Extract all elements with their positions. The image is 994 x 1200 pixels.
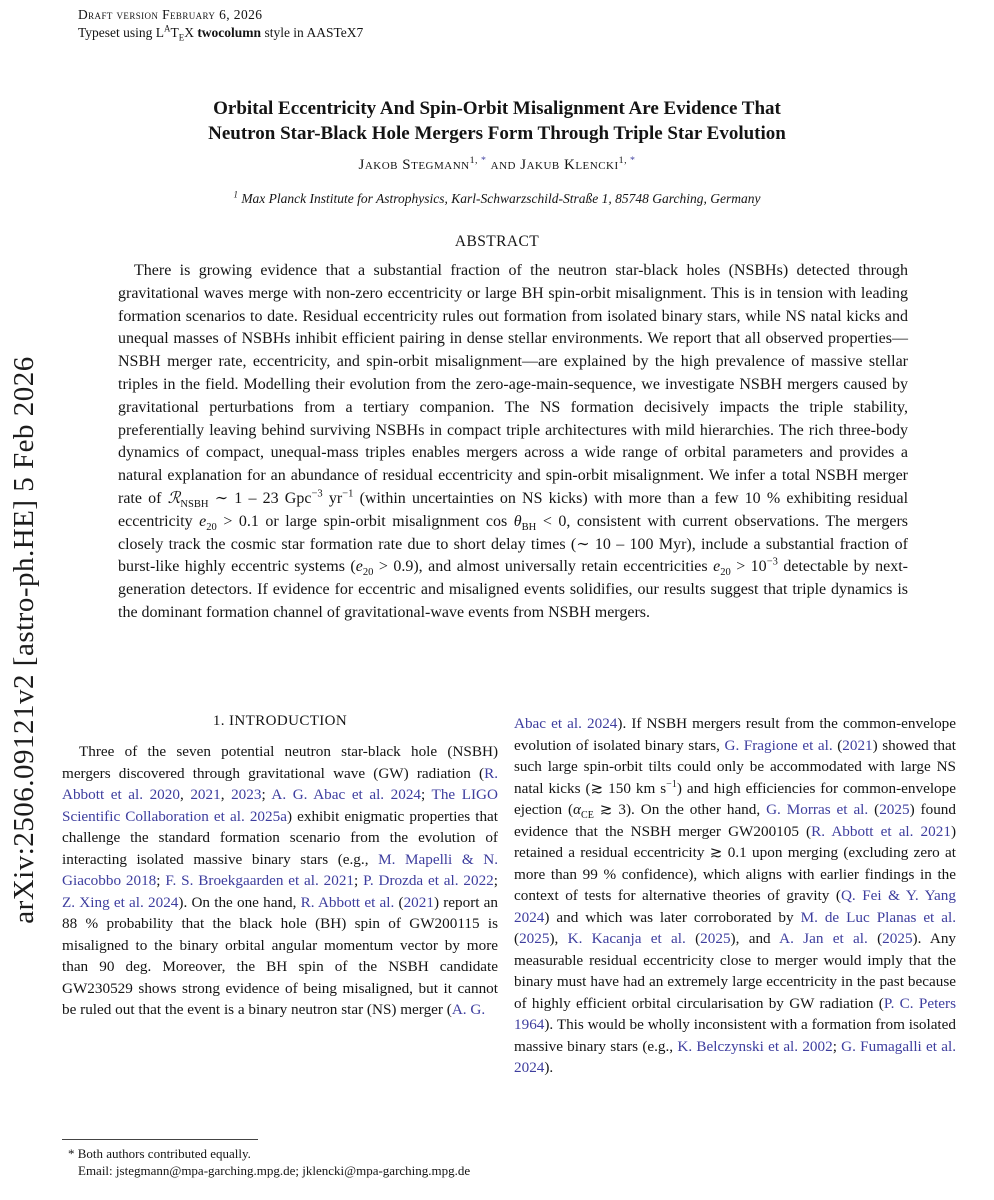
typeset-line: Typeset using $L^AT_EX$ twocolumn style in AASTeX7 bbox=[78, 23, 364, 43]
title-line-1: Orbital Eccentricity And Spin-Orbit Misalignment Are Evidence That bbox=[213, 98, 781, 119]
footnote-email: Email: jstegmann@mpa-garching.mpg.de; jklencki@mpa-garching.mpg.de bbox=[78, 1162, 471, 1178]
citation-link[interactable]: G. Fragione et al. bbox=[724, 736, 833, 754]
citation-link[interactable]: R. Abbott et al. 2020 bbox=[62, 764, 498, 803]
citation-link[interactable]: Abac et al. 2024 bbox=[514, 715, 618, 732]
citation-link[interactable]: 2025 bbox=[882, 930, 913, 947]
citation-link[interactable]: * bbox=[478, 155, 487, 166]
intro-right-column bbox=[514, 713, 956, 1079]
citation-link[interactable]: 2025 bbox=[519, 930, 550, 947]
citation-link[interactable]: F. S. Broekgaarden et al. 2021 bbox=[165, 872, 355, 889]
intro-paragraph-left: Three of the seven potential neutron star-black hole (NSBH) mergers discovered through gravitational wave (GW) radiation (R. Abbott et al. 2020, 2021, 2023; A. G. Abac et al. 2024; The LIGO Scientific Collaboration et al. 2025a) exhibit enigmatic properties that challenge the standard formation scenario from the evolution of interacting isolated massive binary stars (e.g., M. Mapelli & N. Giacobbo 2018; F. S. Broekgaarden et al. 2021; P. Drozda et al. 2022; Z. Xing et al. 2024). On the one hand, R. Abbott et al. (2021) report an 88 % probability that the black hole (BH) spin of GW200115 is misaligned to the binary orbital angular momentum vector by more than 90 deg. Moreover, the BH spin of the NSBH candidate GW230529 shows strong evidence of being misaligned, but it cannot be ruled out that the event is a binary neutron star (NS) merger (A. G. bbox=[62, 743, 499, 1018]
section-heading-introduction: 1. INTRODUCTION bbox=[212, 713, 348, 729]
citation-link[interactable]: K. Belczynski et al. 2002 bbox=[677, 1037, 833, 1055]
citation-link[interactable]: 2021 bbox=[190, 786, 221, 803]
abstract-heading: ABSTRACT bbox=[454, 233, 540, 250]
citation-link[interactable]: 2021 bbox=[403, 893, 434, 911]
citation-link[interactable]: G. Morras et al. bbox=[766, 801, 869, 818]
authors-line: Jakob Stegmann$^{1,}$ * and Jakub Klencki$^{1,}$ * bbox=[358, 155, 636, 173]
draft-header bbox=[78, 6, 363, 41]
citation-link[interactable]: M. Mapelli & N. Giacobbo 2018 bbox=[62, 850, 498, 889]
citation-link[interactable]: A. Jan et al. bbox=[779, 930, 868, 947]
affiliation-line: $^1$ Max Planck Institute for Astrophysics, Karl-Schwarzschild-Straße 1, 85748 Garching, Germany bbox=[233, 189, 761, 206]
citation-link[interactable]: 2023 bbox=[231, 786, 262, 803]
citation-link[interactable]: P. Drozda et al. 2022 bbox=[363, 872, 494, 889]
citation-link[interactable]: R. Abbott et al. bbox=[300, 893, 395, 911]
citation-link[interactable]: P. C. Peters 1964 bbox=[514, 994, 956, 1033]
citation-link[interactable]: The LIGO Scientific Collaboration et al. 2025a bbox=[62, 786, 498, 825]
citation-link[interactable]: G. Fumagalli et al. 2024 bbox=[514, 1037, 956, 1076]
draft-version-line: Draft version February 6, 2026 bbox=[78, 7, 263, 22]
citation-link[interactable]: 2025 bbox=[879, 801, 910, 818]
intro-left-column bbox=[62, 713, 498, 1021]
footnote-rule bbox=[62, 1139, 258, 1140]
paper-title bbox=[90, 96, 904, 146]
citation-link[interactable]: A. G. bbox=[451, 1001, 486, 1018]
citation-link[interactable]: A. G. Abac et al. 2024 bbox=[271, 786, 422, 803]
intro-paragraph-right: Abac et al. 2024). If NSBH mergers result from the common-envelope evolution of isolated binary stars, G. Fragione et al. (2021) showed that such large spin-orbit tilts could only be accommodated with large NS natal kicks (≳ 150 km $s^{-1}$) and high efficiencies for common-envelope ejection ($\alpha_{CE}$ ≳ 3). On the other hand, G. Morras et al. (2025) found evidence that the NSBH merger GW200105 (R. Abbott et al. 2021) retained a residual eccentricity ≳ 0.1 upon merging (excluding zero at more than 99 % confidence), which aligns with earlier findings in the context of tests for alternative theories of gravity (Q. Fei & Y. Yang 2024) and which was later corroborated by M. de Luc Planas et al. (2025), K. Kacanja et al. (2025), and A. Jan et al. (2025). Any measurable residual eccentricity close to merger would imply that the binary must have had an extremely large eccentricity in the past because of highly efficient orbital circularisation by GW radiation (P. C. Peters 1964). This would be wholly inconsistent with a formation from isolated massive binary stars (e.g., K. Belczynski et al. 2002; G. Fumagalli et al. 2024). bbox=[514, 715, 957, 1076]
footnote-block bbox=[62, 1139, 498, 1179]
citation-link[interactable]: M. de Luc Planas et al. bbox=[800, 908, 956, 926]
abstract-body: There is growing evidence that a substantial fraction of the neutron star-black holes (NSBHs) detected through gravitational waves merge with non-zero eccentricity or large BH spin-orbit misalignment. This is in tension with leading formation scenarios to date. Residual eccentricity rules out formation from isolated binary stars, while NS natal kicks and unequal masses of NSBHs inhibit efficient pairing in dense stellar environments. We report that all observed properties—NSBH merger rate, eccentricity, and spin-orbit misalignment—are explained by the high prevalence of massive stellar triples in the field. Modelling their evolution from the zero-age-main-sequence, we investigate NSBH mergers caused by gravitational perturbations from a tertiary companion. The NS formation decisively impacts the triple stability, preferentially leaving behind surviving NSBHs in compact triple architectures with mild hierarchies. The rich three-body dynamics of compact, unequal-mass triples enables mergers across a wide range of orbital parameters and provides a natural explanation for an abundance of residual eccentricity and spin-orbit misalignment. We infer a total NSBH merger rate of ℛ$_{NSBH}$ ∼ 1 – 23 Gpc$^{-3}$ $yr^{-1}$ (within uncertainties on NS kicks) with more than a few 10 % exhibiting residual eccentricity $e_{20} > 0.1$ or large spin-orbit misalignment $\cos \theta_{BH} < 0$, consistent with current observations. The mergers closely track the cosmic star formation rate due to short delay times (∼ 10 – 100 Myr), include a substantial fraction of burst-like highly eccentric systems $(e_{20} > 0.9)$, and almost universally retain eccentricities $e_{20} > 10^{-3}$ detectable by next-generation detectors. If evidence for eccentric and misaligned events solidifies, our results suggest that triple dynamics is the dominant formation channel of gravitational-wave events from NSBH mergers. bbox=[118, 262, 909, 621]
citation-link[interactable]: K. Kacanja et al. bbox=[567, 930, 686, 947]
citation-link[interactable]: * bbox=[627, 155, 636, 166]
footnote-equal-contribution: * Both authors contributed equally. bbox=[68, 1146, 251, 1161]
citation-link[interactable]: 2025 bbox=[700, 930, 731, 947]
citation-link[interactable]: 2021 bbox=[842, 736, 873, 754]
citation-link[interactable]: R. Abbott et al. 2021 bbox=[811, 822, 951, 840]
citation-link[interactable]: Z. Xing et al. 2024 bbox=[62, 893, 179, 911]
citation-link[interactable]: Q. Fei & Y. Yang 2024 bbox=[514, 887, 956, 926]
title-line-2: Neutron Star-Black Hole Mergers Form Through Triple Star Evolution bbox=[208, 123, 786, 144]
arxiv-watermark: arXiv:2506.09121v2 [astro-ph.HE] 5 Feb 2026 bbox=[8, 356, 40, 924]
